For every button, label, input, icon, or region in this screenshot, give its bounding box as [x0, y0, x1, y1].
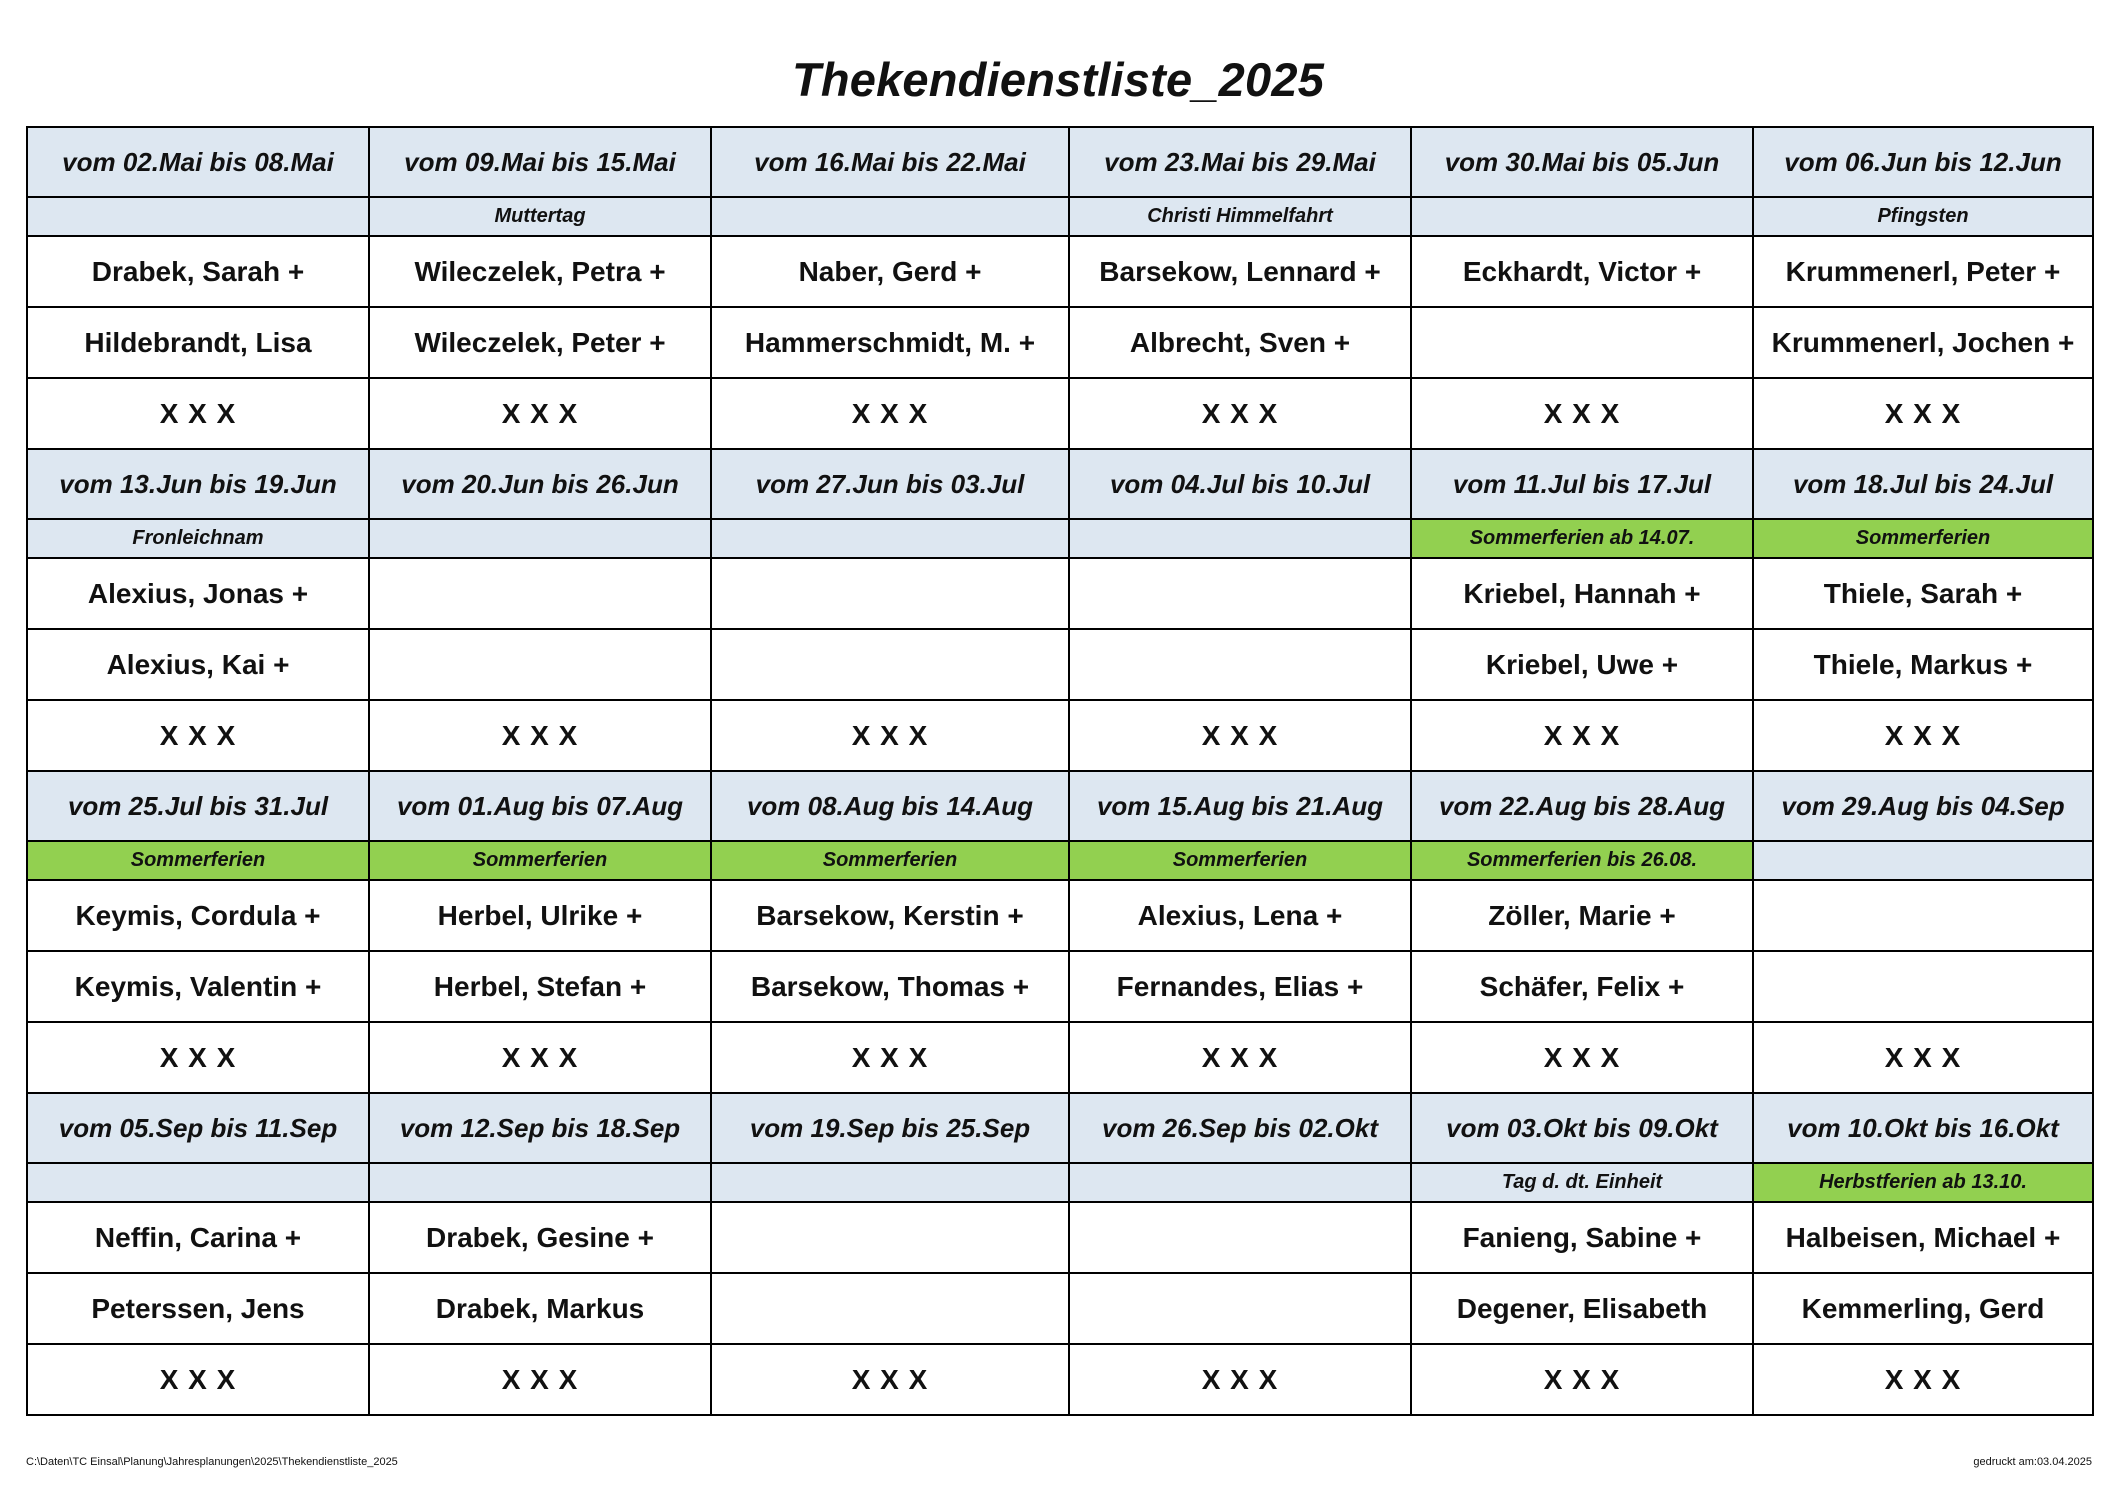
duty-person-2-cell: Thiele, Markus +	[1753, 629, 2093, 700]
duty-person-1-cell: Kriebel, Hannah +	[1411, 558, 1753, 629]
duty-person-1-cell	[369, 558, 711, 629]
duty-person-2-cell	[369, 629, 711, 700]
holiday-cell	[711, 519, 1069, 558]
duty-person-2-cell: Herbel, Stefan +	[369, 951, 711, 1022]
block-4-marks-row	[27, 1344, 2093, 1415]
week-date-cell: vom 08.Aug bis 14.Aug	[711, 771, 1069, 841]
week-date-cell: vom 19.Sep bis 25.Sep	[711, 1093, 1069, 1163]
check-mark-cell: X X X	[711, 378, 1069, 449]
duty-person-2-cell	[711, 1273, 1069, 1344]
week-date-cell: vom 23.Mai bis 29.Mai	[1069, 127, 1411, 197]
holiday-cell: Christi Himmelfahrt	[1069, 197, 1411, 236]
week-date-cell: vom 10.Okt bis 16.Okt	[1753, 1093, 2093, 1163]
duty-person-2-cell: Albrecht, Sven +	[1069, 307, 1411, 378]
block-2-names2-row	[27, 629, 2093, 700]
block-3-names2-row	[27, 951, 2093, 1022]
week-date-cell: vom 26.Sep bis 02.Okt	[1069, 1093, 1411, 1163]
block-1-names1-row	[27, 236, 2093, 307]
duty-person-1-cell: Eckhardt, Victor +	[1411, 236, 1753, 307]
week-date-cell: vom 09.Mai bis 15.Mai	[369, 127, 711, 197]
duty-person-2-cell	[1069, 1273, 1411, 1344]
check-mark-cell: X X X	[27, 1344, 369, 1415]
block-4-names1-row	[27, 1202, 2093, 1273]
duty-person-2-cell	[1753, 951, 2093, 1022]
check-mark-cell: X X X	[27, 378, 369, 449]
holiday-cell: Muttertag	[369, 197, 711, 236]
duty-person-1-cell: Halbeisen, Michael +	[1753, 1202, 2093, 1273]
duty-person-2-cell: Barsekow, Thomas +	[711, 951, 1069, 1022]
holiday-cell	[711, 197, 1069, 236]
week-date-cell: vom 29.Aug bis 04.Sep	[1753, 771, 2093, 841]
holiday-cell: Sommerferien ab 14.07.	[1411, 519, 1753, 558]
duty-person-1-cell: Drabek, Gesine +	[369, 1202, 711, 1273]
holiday-cell: Sommerferien	[1069, 841, 1411, 880]
duty-person-2-cell: Hildebrandt, Lisa	[27, 307, 369, 378]
week-date-cell: vom 12.Sep bis 18.Sep	[369, 1093, 711, 1163]
block-3-names1-row	[27, 880, 2093, 951]
block-3-holidays-row	[27, 841, 2093, 880]
duty-person-2-cell: Hammerschmidt, M. +	[711, 307, 1069, 378]
duty-person-2-cell: Alexius, Kai +	[27, 629, 369, 700]
week-date-cell: vom 27.Jun bis 03.Jul	[711, 449, 1069, 519]
check-mark-cell: X X X	[1753, 1022, 2093, 1093]
block-4-dates-row	[27, 1093, 2093, 1163]
holiday-cell: Sommerferien	[369, 841, 711, 880]
duty-person-2-cell: Schäfer, Felix +	[1411, 951, 1753, 1022]
duty-person-1-cell: Fanieng, Sabine +	[1411, 1202, 1753, 1273]
holiday-cell	[1753, 841, 2093, 880]
block-4-names2-row	[27, 1273, 2093, 1344]
duty-person-2-cell: Fernandes, Elias +	[1069, 951, 1411, 1022]
holiday-cell: Sommerferien	[27, 841, 369, 880]
check-mark-cell: X X X	[1069, 378, 1411, 449]
duty-person-1-cell: Thiele, Sarah +	[1753, 558, 2093, 629]
holiday-cell: Sommerferien	[1753, 519, 2093, 558]
check-mark-cell: X X X	[1753, 700, 2093, 771]
block-4-holidays-row	[27, 1163, 2093, 1202]
block-2-names1-row	[27, 558, 2093, 629]
block-2-holidays-row	[27, 519, 2093, 558]
duty-person-1-cell	[711, 558, 1069, 629]
check-mark-cell: X X X	[27, 1022, 369, 1093]
duty-person-1-cell: Krummenerl, Peter +	[1753, 236, 2093, 307]
duty-person-2-cell	[711, 629, 1069, 700]
duty-person-1-cell: Alexius, Lena +	[1069, 880, 1411, 951]
holiday-cell	[369, 1163, 711, 1202]
holiday-cell: Herbstferien ab 13.10.	[1753, 1163, 2093, 1202]
duty-person-1-cell: Barsekow, Lennard +	[1069, 236, 1411, 307]
block-3-dates-row	[27, 771, 2093, 841]
duty-person-1-cell	[711, 1202, 1069, 1273]
check-mark-cell: X X X	[711, 1344, 1069, 1415]
check-mark-cell: X X X	[1411, 1022, 1753, 1093]
week-date-cell: vom 11.Jul bis 17.Jul	[1411, 449, 1753, 519]
check-mark-cell: X X X	[369, 700, 711, 771]
block-1-names2-row	[27, 307, 2093, 378]
duty-person-1-cell: Herbel, Ulrike +	[369, 880, 711, 951]
holiday-cell: Pfingsten	[1753, 197, 2093, 236]
check-mark-cell: X X X	[369, 378, 711, 449]
duty-person-1-cell	[1753, 880, 2093, 951]
holiday-cell	[1069, 1163, 1411, 1202]
holiday-cell	[369, 519, 711, 558]
week-date-cell: vom 18.Jul bis 24.Jul	[1753, 449, 2093, 519]
holiday-cell: Tag d. dt. Einheit	[1411, 1163, 1753, 1202]
duty-person-2-cell: Kemmerling, Gerd	[1753, 1273, 2093, 1344]
duty-person-1-cell: Zöller, Marie +	[1411, 880, 1753, 951]
week-date-cell: vom 03.Okt bis 09.Okt	[1411, 1093, 1753, 1163]
week-date-cell: vom 20.Jun bis 26.Jun	[369, 449, 711, 519]
page-title: Thekendienstliste_2025	[791, 53, 1325, 106]
week-date-cell: vom 16.Mai bis 22.Mai	[711, 127, 1069, 197]
duty-person-1-cell	[1069, 1202, 1411, 1273]
duty-person-2-cell: Peterssen, Jens	[27, 1273, 369, 1344]
check-mark-cell: X X X	[369, 1022, 711, 1093]
check-mark-cell: X X X	[711, 1022, 1069, 1093]
duty-person-2-cell: Kriebel, Uwe +	[1411, 629, 1753, 700]
duty-person-2-cell: Drabek, Markus	[369, 1273, 711, 1344]
block-2-marks-row	[27, 700, 2093, 771]
duty-roster-table	[26, 126, 2094, 1416]
week-date-cell: vom 05.Sep bis 11.Sep	[27, 1093, 369, 1163]
check-mark-cell: X X X	[1411, 378, 1753, 449]
check-mark-cell: X X X	[1411, 1344, 1753, 1415]
block-1-dates-row	[27, 127, 2093, 197]
duty-person-2-cell: Keymis, Valentin +	[27, 951, 369, 1022]
check-mark-cell: X X X	[1753, 1344, 2093, 1415]
holiday-cell: Sommerferien	[711, 841, 1069, 880]
check-mark-cell: X X X	[711, 700, 1069, 771]
holiday-cell	[27, 197, 369, 236]
block-1-marks-row	[27, 378, 2093, 449]
duty-person-2-cell: Wileczelek, Peter +	[369, 307, 711, 378]
holiday-cell	[27, 1163, 369, 1202]
week-date-cell: vom 25.Jul bis 31.Jul	[27, 771, 369, 841]
block-1-holidays-row	[27, 197, 2093, 236]
check-mark-cell: X X X	[1069, 1344, 1411, 1415]
duty-person-2-cell: Degener, Elisabeth	[1411, 1273, 1753, 1344]
duty-person-2-cell: Krummenerl, Jochen +	[1753, 307, 2093, 378]
week-date-cell: vom 15.Aug bis 21.Aug	[1069, 771, 1411, 841]
duty-person-1-cell: Barsekow, Kerstin +	[711, 880, 1069, 951]
duty-person-1-cell: Alexius, Jonas +	[27, 558, 369, 629]
block-2-dates-row	[27, 449, 2093, 519]
week-date-cell: vom 06.Jun bis 12.Jun	[1753, 127, 2093, 197]
file-path: C:\Daten\TC Einsal\Planung\Jahresplanungen\2025\Thekendienstliste_2025	[26, 1456, 398, 1468]
duty-person-1-cell	[1069, 558, 1411, 629]
duty-person-1-cell: Naber, Gerd +	[711, 236, 1069, 307]
holiday-cell	[1411, 197, 1753, 236]
printed-date: gedruckt am:03.04.2025	[1973, 1456, 2092, 1468]
holiday-cell	[1069, 519, 1411, 558]
week-date-cell: vom 30.Mai bis 05.Jun	[1411, 127, 1753, 197]
duty-person-2-cell	[1411, 307, 1753, 378]
check-mark-cell: X X X	[1069, 700, 1411, 771]
duty-person-1-cell: Wileczelek, Petra +	[369, 236, 711, 307]
block-3-marks-row	[27, 1022, 2093, 1093]
duty-person-1-cell: Drabek, Sarah +	[27, 236, 369, 307]
week-date-cell: vom 04.Jul bis 10.Jul	[1069, 449, 1411, 519]
duty-person-1-cell: Keymis, Cordula +	[27, 880, 369, 951]
check-mark-cell: X X X	[1069, 1022, 1411, 1093]
duty-person-1-cell: Neffin, Carina +	[27, 1202, 369, 1273]
check-mark-cell: X X X	[27, 700, 369, 771]
holiday-cell	[711, 1163, 1069, 1202]
week-date-cell: vom 01.Aug bis 07.Aug	[369, 771, 711, 841]
check-mark-cell: X X X	[1411, 700, 1753, 771]
duty-person-2-cell	[1069, 629, 1411, 700]
week-date-cell: vom 02.Mai bis 08.Mai	[27, 127, 369, 197]
check-mark-cell: X X X	[369, 1344, 711, 1415]
week-date-cell: vom 22.Aug bis 28.Aug	[1411, 771, 1753, 841]
check-mark-cell: X X X	[1753, 378, 2093, 449]
week-date-cell: vom 13.Jun bis 19.Jun	[27, 449, 369, 519]
holiday-cell: Sommerferien bis 26.08.	[1411, 841, 1753, 880]
holiday-cell: Fronleichnam	[27, 519, 369, 558]
